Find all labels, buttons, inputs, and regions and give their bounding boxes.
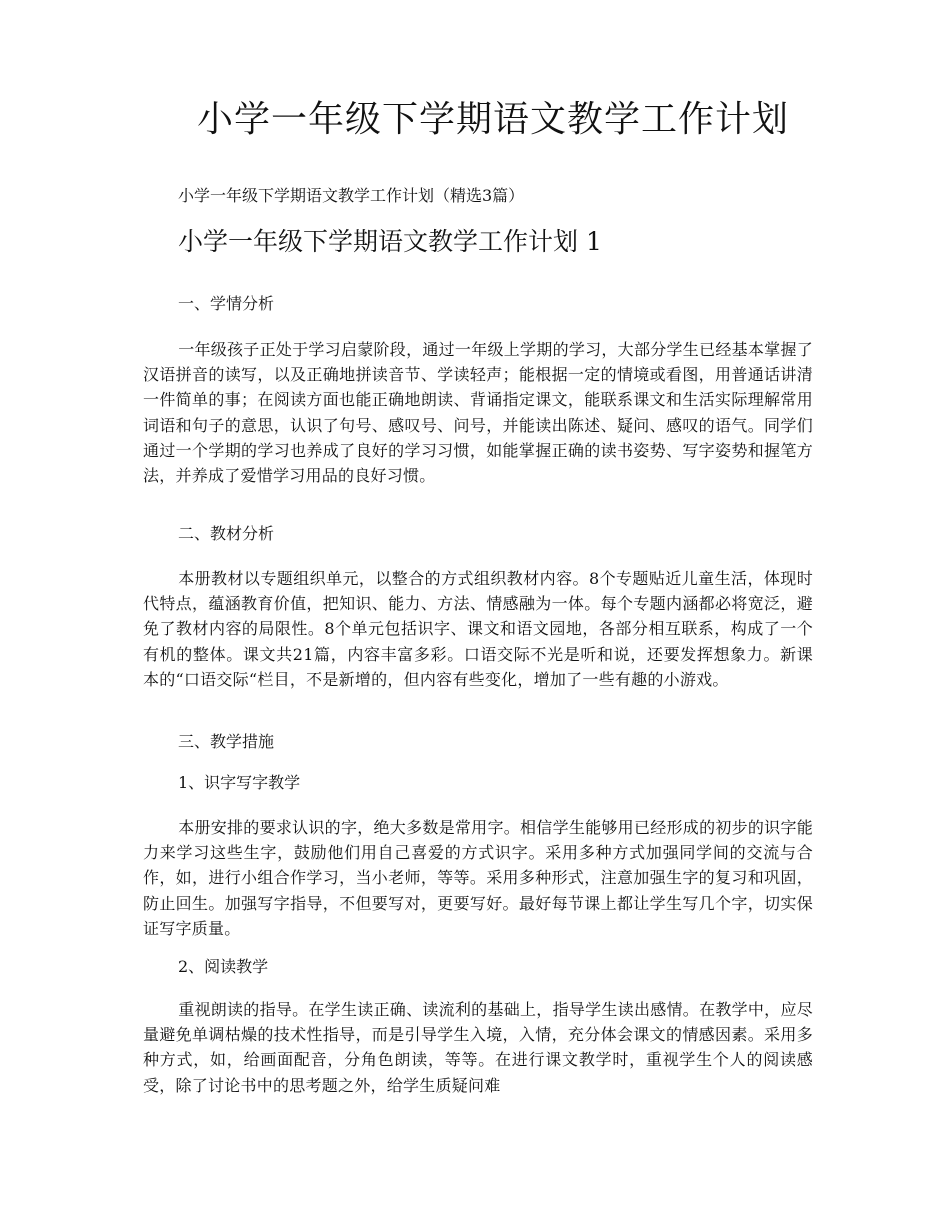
document-subtitle: 小学一年级下学期语文教学工作计划（精选3篇） bbox=[178, 186, 525, 205]
document-title: 小学一年级下学期语文教学工作计划 bbox=[196, 99, 789, 140]
heading-textbook-analysis: 二、教材分析 bbox=[178, 524, 275, 543]
heading-learning-analysis: 一、学情分析 bbox=[178, 294, 275, 313]
paragraph-reading-teaching: 重视朗读的指导。在学生读正确、读流利的基础上，指导学生读出感情。在教学中，应尽量避免单调枯燥的技术性指导，而是引导学生入境，入情，充分体会课文的情感因素。采用多种方式，如，给画面配音，分角色朗读，等等。在进行课文教学时，重视学生个人的阅读感受，除了讨论书中的思考题之外，给学生质疑问难 bbox=[143, 1000, 813, 1095]
paragraph-textbook-analysis: 本册教材以专题组织单元，以整合的方式组织教材内容。8个专题贴近儿童生活，体现时代特点，蕴涵教育价值，把知识、能力、方法、情感融为一体。每个专题内涵都必将宽泛，避免了教材内容的局限性。8个单元包括识字、课文和语文园地，各部分相互联系，构成了一个有机的整体。课文共21篇，内容丰富多彩。口语交际不光是听和说，还要发挥想象力。新课本的“口语交际“栏目，不是新增的，但内容有些变化，增加了一些有趣的小游戏。 bbox=[143, 569, 813, 689]
heading-teaching-measures: 三、教学措施 bbox=[178, 732, 275, 751]
paragraph-learning-analysis: 一年级孩子正处于学习启蒙阶段，通过一年级上学期的学习，大部分学生已经基本掌握了汉语拼音的读写，以及正确地拼读音节、学读轻声；能根据一定的情境或看图，用普通话讲清一件简单的事；在阅读方面也能正确地朗读、背诵指定课文，能联系课文和生活实际理解常用词语和句子的意思，认识了句号、感叹号、问号，并能读出陈述、疑问、感叹的语气。同学们通过一个学期的学习也养成了良好的学习习惯，如能掌握正确的读书姿势、写字姿势和握笔方法，并养成了爱惜学习用品的良好习惯。 bbox=[143, 340, 813, 486]
paragraph-literacy-writing: 本册安排的要求认识的字，绝大多数是常用字。相信学生能够用已经形成的初步的识字能力来学习这些生字，鼓励他们用自己喜爱的方式识字。采用多种方式加强同学间的交流与合作，如，进行小组合作学习，当小老师，等等。采用多种形式，注意加强生字的复习和巩固，防止回生。加强写字指导，不但要写对，更要写好。最好每节课上都让学生写几个字，切实保证写字质量。 bbox=[143, 818, 813, 938]
section-title: 小学一年级下学期语文教学工作计划 1 bbox=[178, 227, 602, 256]
heading-reading-teaching: 2、阅读教学 bbox=[178, 957, 269, 976]
heading-literacy-writing: 1、识字写字教学 bbox=[178, 773, 301, 792]
